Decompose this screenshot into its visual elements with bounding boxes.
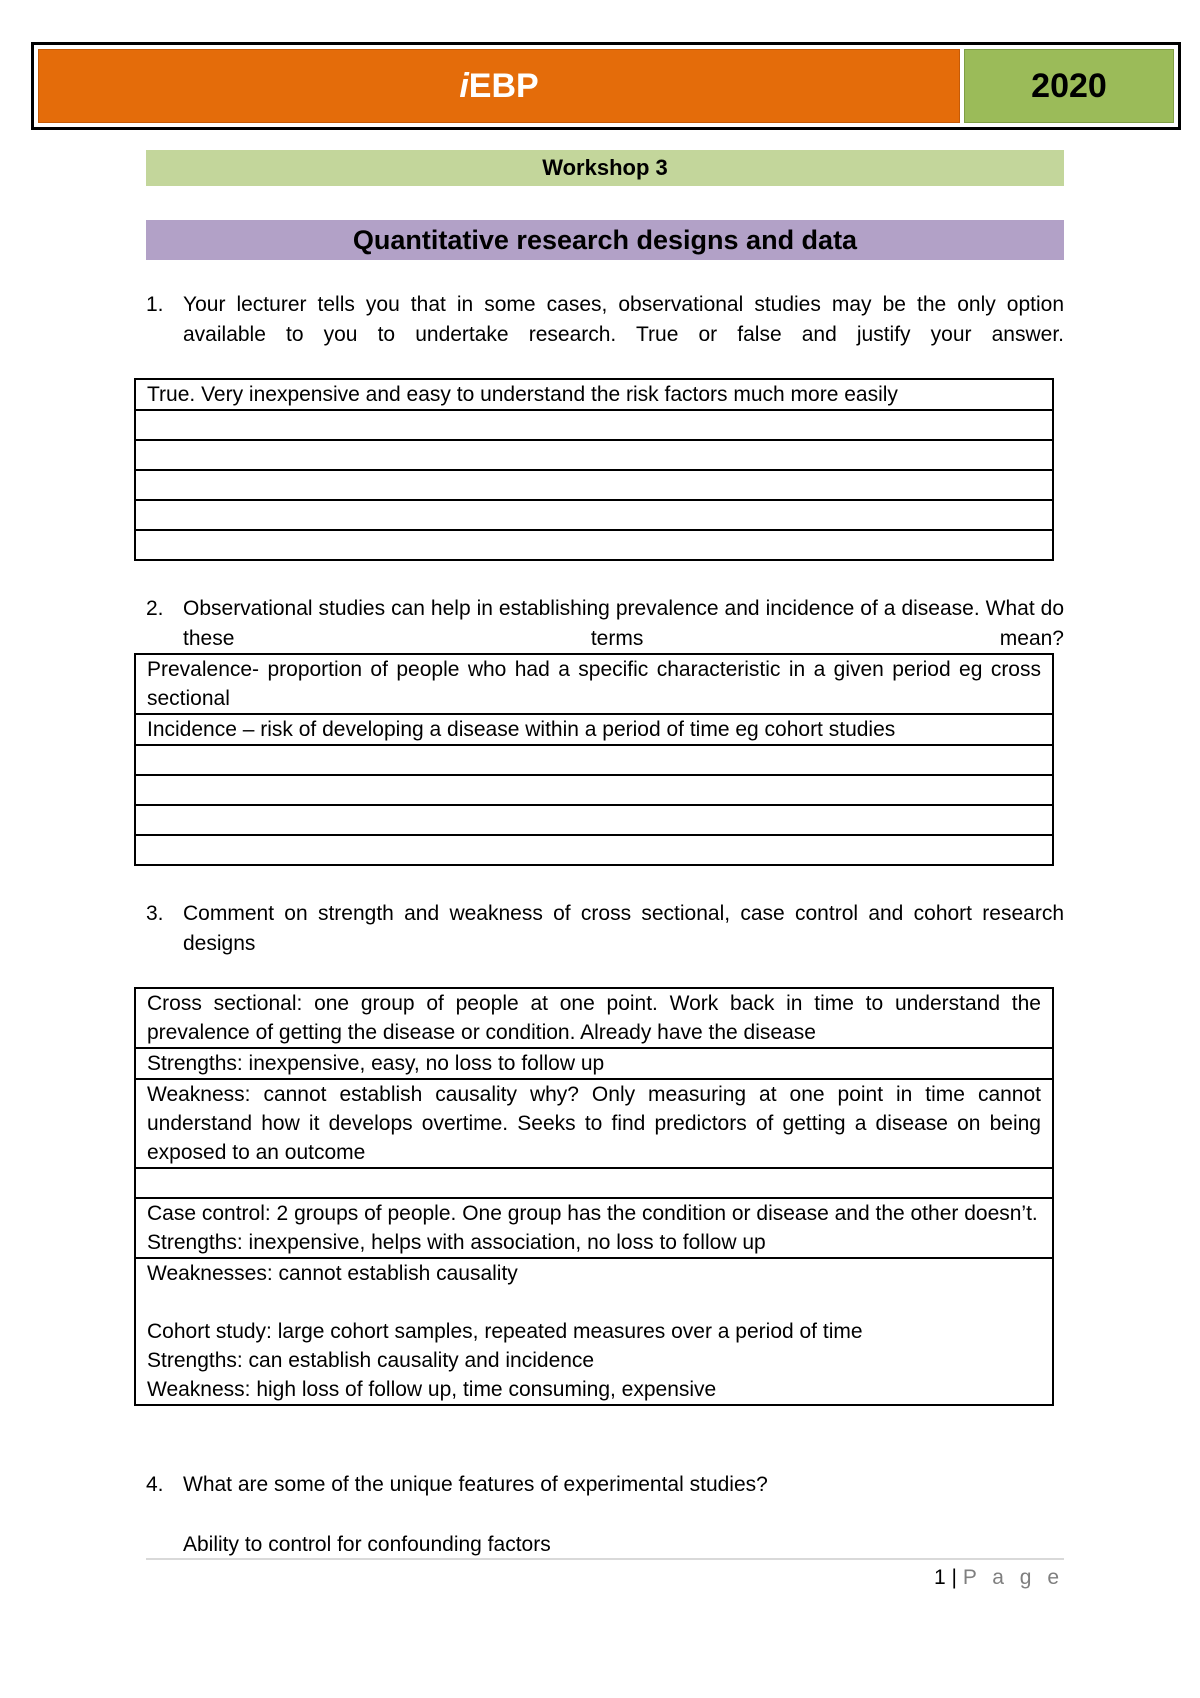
question-number: 4. [146, 1473, 164, 1496]
question-4 [146, 1470, 1064, 1560]
question-text: What are some of the unique features of experimental studies? [183, 1473, 768, 1496]
table-row [135, 379, 1053, 410]
table-row [135, 1079, 1053, 1168]
brand-banner [38, 49, 960, 123]
question-1 [146, 290, 1064, 380]
answer-cell-blank[interactable] [135, 530, 1053, 560]
answer-table-2 [134, 653, 1054, 866]
case-control-weaknesses: Weaknesses: cannot establish causality [147, 1262, 518, 1285]
question-3 [146, 899, 1064, 989]
table-row [135, 714, 1053, 745]
answer-cell-blank[interactable] [135, 835, 1053, 865]
table-row [135, 988, 1053, 1048]
case-control-strengths: Strengths: inexpensive, helps with association, no loss to follow up [147, 1231, 766, 1254]
table-row [135, 805, 1053, 835]
answer-cell[interactable] [135, 1258, 1053, 1405]
topic-bar [146, 220, 1064, 260]
table-row [135, 500, 1053, 530]
table-row [135, 1168, 1053, 1198]
table-row [135, 440, 1053, 470]
case-control-text: Case control: 2 groups of people. One group has the condition or disease and the other doesn’t. [147, 1202, 1038, 1225]
brand-name: EBP [468, 66, 539, 105]
cohort-strengths: Strengths: can establish causality and incidence [147, 1349, 595, 1372]
workshop-label: Workshop 3 [542, 155, 668, 180]
cohort-weakness: Weakness: high loss of follow up, time consuming, expensive [147, 1378, 717, 1401]
answer-cell-blank[interactable] [135, 470, 1053, 500]
table-row [135, 745, 1053, 775]
document-header [31, 42, 1181, 130]
table-row [135, 470, 1053, 500]
question-number: 2. [146, 597, 164, 620]
question-text: Your lecturer tells you that in some cases, observational studies may be the only option available to you to undertake research. True or false and justify your answer. [183, 293, 1064, 346]
answer-cell-blank[interactable] [135, 410, 1053, 440]
table-row [135, 530, 1053, 560]
cohort-text: Cohort study: large cohort samples, repeated measures over a period of time [147, 1320, 863, 1343]
question-number: 3. [146, 902, 164, 925]
page-label: P a g e [962, 1566, 1064, 1589]
answer-cell[interactable]: Strengths: inexpensive, easy, no loss to follow up [135, 1048, 1053, 1079]
question-answer: Ability to control for confounding factors [183, 1533, 551, 1556]
question-text: Comment on strength and weakness of cross sectional, case control and cohort research designs [183, 902, 1064, 955]
table-row [135, 1258, 1053, 1405]
page-footer [146, 1566, 1064, 1590]
answer-cell[interactable]: Cross sectional: one group of people at one point. Work back in time to understand the prevalence of getting the disease or condition. Already have the disease [135, 988, 1053, 1048]
question-number: 1. [146, 293, 164, 316]
answer-cell-blank[interactable] [135, 745, 1053, 775]
brand-i: i [459, 66, 469, 105]
answer-cell[interactable]: Weakness: cannot establish causality why? Only measuring at one point in time cannot understand how it develops overtime. Seeks to find predictors of getting a disease on being exposed to an outcome [135, 1079, 1053, 1168]
table-row [135, 1198, 1053, 1258]
answer-cell[interactable]: Prevalence- proportion of people who had a specific characteristic in a given period eg cross sectional [135, 654, 1053, 714]
answer-cell-blank[interactable] [135, 500, 1053, 530]
answer-cell-blank[interactable] [135, 775, 1053, 805]
answer-cell[interactable]: True. Very inexpensive and easy to understand the risk factors much more easily [135, 379, 1053, 410]
answer-cell[interactable] [135, 1198, 1053, 1258]
answer-cell-blank[interactable] [135, 440, 1053, 470]
footer-divider [146, 1558, 1064, 1560]
year-box [964, 49, 1174, 123]
page-number: 1 [933, 1566, 946, 1589]
footer-separator: | [951, 1566, 957, 1589]
table-row [135, 775, 1053, 805]
answer-cell-blank[interactable] [135, 805, 1053, 835]
answer-cell-blank[interactable] [135, 1168, 1053, 1198]
table-row [135, 835, 1053, 865]
table-row [135, 1048, 1053, 1079]
workshop-bar [146, 150, 1064, 186]
table-row [135, 410, 1053, 440]
answer-table-3 [134, 987, 1054, 1406]
question-text: Observational studies can help in establishing prevalence and incidence of a disease. What do these terms mean? [183, 597, 1064, 650]
blank-line [147, 1288, 1041, 1317]
answer-cell[interactable]: Incidence – risk of developing a disease within a period of time eg cohort studies [135, 714, 1053, 745]
topic-title: Quantitative research designs and data [352, 224, 858, 255]
year-label: 2020 [1031, 66, 1107, 105]
answer-table-1 [134, 378, 1054, 561]
table-row [135, 654, 1053, 714]
